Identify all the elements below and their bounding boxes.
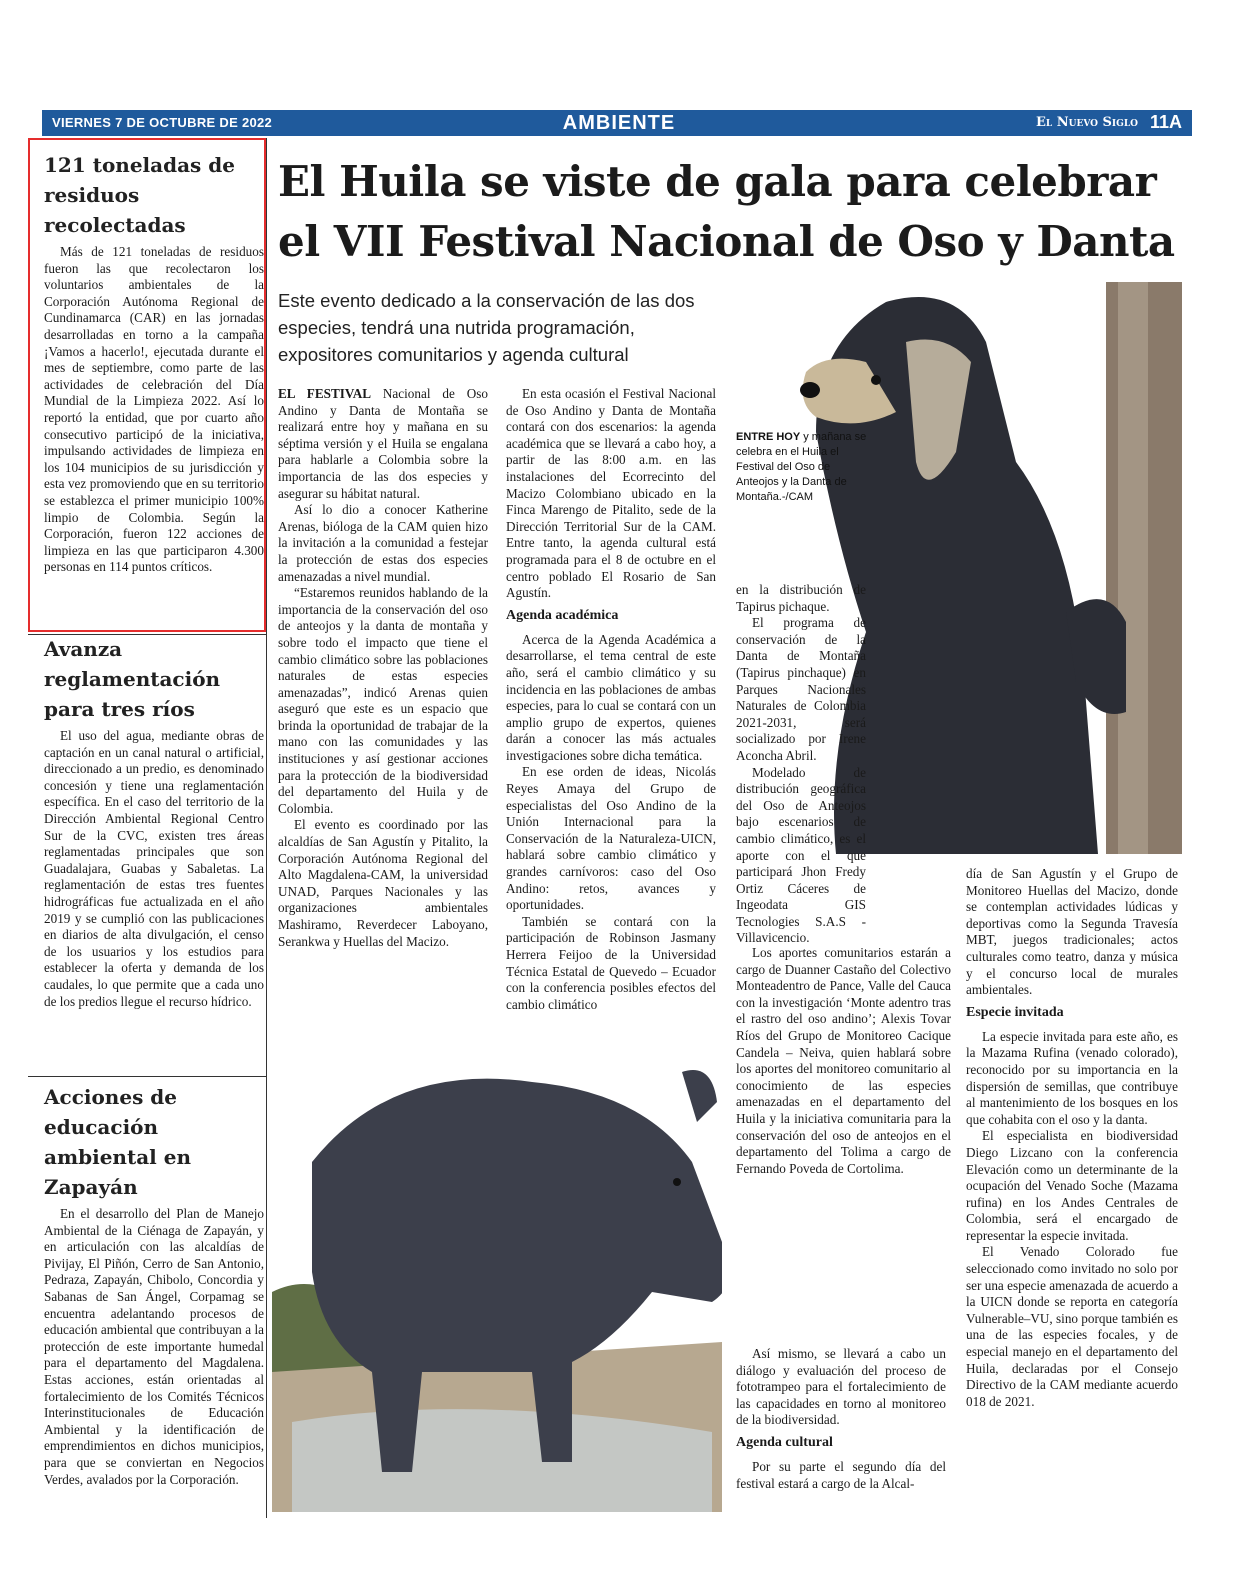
sidebar-story-3 bbox=[44, 1082, 264, 1488]
article-column-1 bbox=[278, 386, 488, 950]
paragraph bbox=[278, 386, 488, 502]
lead-text: Nacional de Oso Andino y Danta de Montaña se realizará entre hoy y mañana en su séptima versión y el Huila se engalana para hablarle a Colombia sobre la importancia de las dos especies y asegurar su hábitat natural. bbox=[278, 386, 488, 501]
paragraph: El programa de conservación de la Danta de Montaña (Tapirus pinchaque) en Parques Nacionales Naturales de Colombia 2021-2031, será socializado por Irene Aconcha Abril. bbox=[736, 615, 866, 763]
story-body: El uso del agua, mediante obras de captación en un canal natural o artificial, direccionado a un predio, es denominado concesión y tiene una reglamentación específica. En el caso del territorio de la Dirección Ambiental Regional Centro Sur de la CVC, existen tres áreas reglamentadas principales que son Guadalajara, Guabas y Sabaletas. La reglamentación de estas tres fuentes hidrográficas fue actualizada en el año 2019 y se cumplió con las publicaciones en diarios de alta divulgación, el censo de los usuarios y los estudios para establecer la oferta y demanda de los caudales, lo que permite que a cada uno de los predios llegue el recurso hídrico. bbox=[44, 728, 264, 1009]
paragraph: día de San Agustín y el Grupo de Monitoreo Huellas del Macizo, donde se contemplan actividades lúdicas y deportivas como la Segunda Travesía MBT, juegos tradicionales; actos culturales como teatro, danza y música y el concurso local de murales ambientales. bbox=[966, 866, 1178, 998]
article-column-2 bbox=[506, 386, 716, 1013]
paragraph: Así lo dio a conocer Katherine Arenas, bióloga de la CAM quien hizo la invitación a la comunidad a festejar la protección de estas dos especies amenazadas a nivel mundial. bbox=[278, 502, 488, 584]
paragraph: Modelado de distribución geográfica del Oso de Anteojos bajo escenarios de cambio climático, es el aporte con el que participará Jhon Fredy Ortiz Cáceres de Ingeodata GIS Tecnologies S.A.S - Villavicencio. bbox=[736, 764, 866, 946]
section-title: AMBIENTE bbox=[562, 112, 676, 134]
issue-date: VIERNES 7 DE OCTUBRE DE 2022 bbox=[52, 115, 273, 130]
caption-lead: ENTRE HOY bbox=[736, 431, 801, 443]
sidebar-story-1 bbox=[44, 150, 264, 576]
paragraph: “Estaremos reunidos hablando de la importancia de la conservación del oso de anteojos y la danta de montaña y sobre todo el impacto que tiene el cambio climático sobre las poblaciones naturales de estas especies amenazadas”, indicó Arenas quien aseguró que este es un espacio que brinda la oportunidad de trabajar de la mano con las comunidades y las instituciones y así gestionar acciones para la protección de la biodiversidad del departamento del Huila y de Colombia. bbox=[278, 585, 488, 816]
subsection-title: Especie invitada bbox=[966, 1004, 1064, 1020]
story-title: 121 toneladas de residuos recolectadas bbox=[44, 153, 235, 237]
story-title: Avanza reglamentación para tres ríos bbox=[44, 637, 221, 721]
article-column-4 bbox=[966, 866, 1178, 1410]
paragraph: También se contará con la participación de Robinson Jasmany Herrera Feijoo de la Universidad Técnica Estatal de Quevedo – Ecuador con la conferencia posibles efectos del cambio climático bbox=[506, 913, 716, 1012]
article-headline: El Huila se viste de gala para celebrar el VII Festival Nacional de Oso y Danta bbox=[278, 157, 1175, 266]
article-column-3b bbox=[736, 945, 951, 1177]
paragraph: El especialista en biodiversidad Diego Lizcano con la conferencia Elevación como un determinante de la ocupación del Venado Soche (Mazama rufina) en los Andes Centrales de Colombia, será el encargado de representar la especie invitada. bbox=[966, 1128, 1178, 1243]
story-title: Acciones de educación ambiental en Zapayán bbox=[44, 1085, 191, 1199]
divider bbox=[28, 1076, 266, 1077]
paragraph: Por su parte el segundo día del festival estará a cargo de la Alcal- bbox=[736, 1458, 946, 1491]
article-column-3a bbox=[736, 582, 866, 947]
paragraph: En ese orden de ideas, Nicolás Reyes Amaya del Grupo de especialistas del Oso Andino de la Unión Internacional para la Conservación de la Naturaleza-UICN, hablará sobre cambio climático y grandes carnívoros: caso del Oso Andino: retos, avances y oportunidades. bbox=[506, 764, 716, 913]
caption-text: y mañana se celebra en el Huila el Festival del Oso de Anteojos y la Danta de Montaña.-/CAM bbox=[736, 431, 867, 503]
page-number: 11A bbox=[1149, 112, 1182, 132]
photo-caption bbox=[736, 430, 871, 505]
story-body: Más de 121 toneladas de residuos fueron las que recolectaron los voluntarios ambientales de la Corporación Autónoma Regional de Cundinamarca (CAR) en las jornadas desarrolladas en torno a la campaña ¡Vamos a hacerlo!, ejecutada durante el mes de septiembre, como parte de las actividades de celebración del Día Mundial de la Limpieza 2022. Así lo reportó la entidad, que por cuarto año consecutivo participó de la iniciativa, impulsando actividades de limpieza en los 104 municipios de su jurisdicción y esta vez promoviendo que en su territorio se establezca el primer municipio 100% limpio de Colombia. Según la Corporación, fueron 122 acciones de limpieza en las que participaron 4.300 personas en 114 puntos críticos. bbox=[44, 244, 264, 575]
paragraph: El evento es coordinado por las alcaldías de San Agustín y Pitalito, la Corporación Autónoma Regional del Alto Magdalena-CAM, la universidad UNAD, Parques Nacionales y las organizaciones ambientales Mashiramo, Reverdecer Laboyano, Serankwa y Huellas del Macizo. bbox=[278, 817, 488, 949]
newspaper-name: El Nuevo Siglo bbox=[1036, 115, 1138, 130]
subsection-title: Agenda académica bbox=[506, 607, 619, 623]
sidebar-story-2 bbox=[44, 634, 264, 1010]
paragraph: El Venado Colorado fue seleccionado como invitado no solo por ser una especie amenazada de acuerdo a la UICN donde se reporta en categoría Vulnerable–VU, sino porque también es una de las especies focales, y de especial manejo en el departamento del Huila, declaradas por el Consejo Directivo de la CAM mediante acuerdo 018 de 2021. bbox=[966, 1244, 1178, 1409]
subsection-title: Agenda cultural bbox=[736, 1434, 833, 1450]
tapir-photo bbox=[272, 1042, 722, 1512]
paragraph: La especie invitada para este año, es la Mazama Rufina (venado colorado), reconocido por su importancia en la dispersión de semillas, que contribuye al mantenimiento de los bosques en los que cohabita con el oso y la danta. bbox=[966, 1028, 1178, 1127]
article-column-3c bbox=[736, 1346, 946, 1492]
paragraph: en la distribución de Tapirus pichaque. bbox=[736, 582, 866, 614]
paragraph: Así mismo, se llevará a cabo un diálogo y evaluación del proceso de fototrampeo para el fortalecimiento de las capacidades en torno al monitoreo de la biodiversidad. bbox=[736, 1346, 946, 1428]
lead-in: EL FESTIVAL bbox=[278, 386, 372, 401]
paragraph: Los aportes comunitarios estarán a cargo de Duanner Castaño del Colectivo Monteadentro de Pance, Valle del Cauca con la investigación ‘Monte adentro tras el rastro del oso andino’; Alexis Tovar Ríos del Grupo de Monitoreo Cacique Candela – Neiva, quien hablará sobre los aportes del monitoreo comunitario al conocimiento de las especies amenazadas en el departamento del Huila y la iniciativa comunitaria para la conservación del oso de anteojos en el departamento del Tolima a cargo de Fernando Poveda de Cortolima. bbox=[736, 945, 951, 1176]
paragraph: Acerca de la Agenda Académica a desarrollarse, el tema central de este año, será el cambio climático y su incidencia en las poblaciones de ambas especies, para lo cual se contará con un amplio grupo de expertos, quienes darán a conocer las más actuales investigaciones sobre dicha temática. bbox=[506, 631, 716, 763]
article-subhead: Este evento dedicado a la conservación de las dos especies, tendrá una nutrida programación, expositores comunitarios y agenda cultural bbox=[278, 290, 695, 365]
paragraph: En esta ocasión el Festival Nacional de Oso Andino y Danta de Montaña contará con dos escenarios: la agenda académica que se llevará a cabo hoy, a partir de las 8:00 a.m. en las instalaciones del Ecorrecinto del Macizo Colombiano ubicado en la Finca Marengo de Pitalito, sede de la Dirección Territorial Sur de la CAM. Entre tanto, la agenda cultural está programada para el 8 de octubre en el centro poblado El Rosario de San Agustín. bbox=[506, 386, 716, 601]
story-body: En el desarrollo del Plan de Manejo Ambiental de la Ciénaga de Zapayán, y en articulación con las alcaldías de Pivijay, El Piñón, Cerro de San Antonio, Pedraza, Zapayán, Chibolo, Concordia y Sabanas de San Ángel, Corpamag se encuentra adelantando procesos de educación ambiental que contribuyan a la protección de este importante humedal para el departamento del Magdalena. Estas acciones, están orientadas al fortalecimiento de los Comités Técnicos Interinstitucionales de Educación Ambiental y la identificación de emprendimientos en dichos municipios, para que se conviertan en Negocios Verdes, avalados por la Corporación. bbox=[44, 1206, 264, 1487]
column-divider bbox=[266, 138, 267, 1518]
